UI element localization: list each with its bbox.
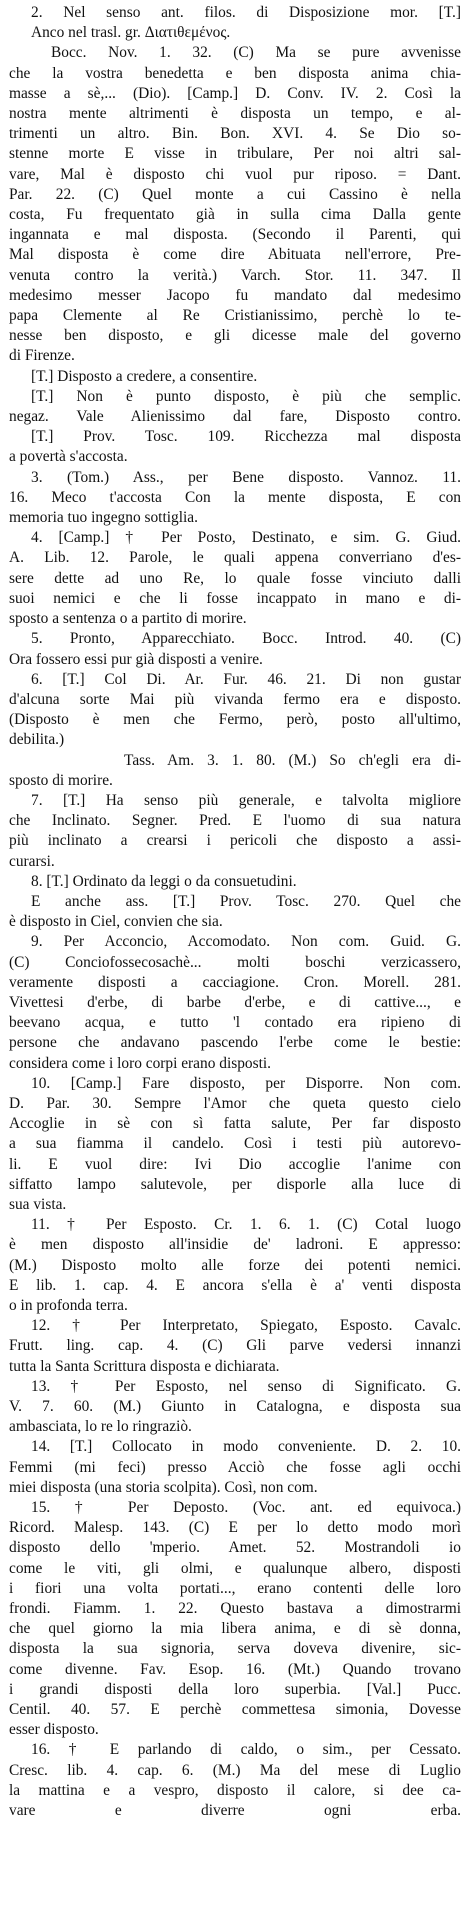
entry-line: è men disposto all'insidie de' ladroni. E appresso: — [9, 1236, 461, 1254]
entry-line: A. Lib. 12. Parole, le quali appena converriano d'es- — [9, 549, 461, 567]
entry-line: 8. [T.] Ordinato da leggi o da consuetudini. — [31, 872, 297, 890]
entry-line: 4. [Camp.] † Per Posto, Destinato, e sim. G. Giud. — [31, 529, 461, 547]
entry-line: che Inclinato. Segner. Pred. E l'uomo di sua natura — [9, 812, 461, 830]
entry-line: Ricord. Malesp. 143. (C) E per lo detto modo morì — [9, 1519, 461, 1537]
entry-line: E lib. 1. cap. 4. E ancora s'ella è a' venti disposta — [9, 1276, 461, 1294]
entry-line: Vivettesi d'erbe, di barbe d'erbe, e di cattive..., e — [9, 993, 461, 1011]
entry-line: 3. (Tom.) Ass., per Bene disposto. Vannoz. 11. — [31, 468, 461, 486]
entry-line: papa Clemente al Re Cristianissimo, perchè lo te- — [9, 307, 461, 325]
entry-line: nesse ben disposto, e gli dicesse male del governo — [9, 327, 461, 345]
entry-line: persone che andavano pascendo l'erbe come le bestie: — [9, 1034, 461, 1052]
entry-line: Frutt. ling. cap. 4. (C) Gli parve vedersi innanzi — [9, 1337, 461, 1355]
entry-line: che la vostra benedetta e ben disposta anima chia- — [9, 64, 461, 82]
entry-line: masse a sè,... (Dio). [Camp.] D. Conv. IV. 2. Così la — [9, 84, 461, 102]
entry-line: ingannata e mal disposta. (Secondo il Parenti, qui — [9, 226, 461, 244]
entry-line: è disposto in Ciel, convien che sia. — [9, 913, 223, 931]
entry-line: a sua fiamma il candelo. Così i testi più autorevo- — [9, 1135, 461, 1153]
entry-line: miei disposta (una storia scolpita). Così, non com. — [9, 1478, 318, 1496]
entry-line: frondi. Fiamm. 1. 22. Questo bastava a dimostrarmi — [9, 1600, 461, 1618]
entry-line: stenne morte E visse in tribulare, Per noi altri sal- — [9, 145, 461, 163]
entry-line: curarsi. — [9, 852, 55, 870]
entry-line: disposta la sua signoria, serva doveva divenire, sic- — [9, 1640, 461, 1658]
entry-line: sere dette ad uno Re, lo quale fosse vinciuto dalli — [9, 569, 461, 587]
entry-line: 14. [T.] Collocato in modo conveniente. D. 2. 10. — [31, 1438, 461, 1456]
entry-line: costa, Fu frequentato già in sulla cima Dalla gente — [9, 206, 461, 224]
entry-line: la mattina e a vespro, disposto il calore, si dee ca- — [9, 1781, 461, 1799]
entry-line: 16. † E parlando di caldo, o sim., per Cessato. — [31, 1741, 461, 1759]
entry-line: 13. † Per Esposto, nel senso di Significato. G. — [31, 1377, 461, 1395]
entry-line: [T.] Non è punto disposto, è più che semplic. — [31, 387, 461, 405]
entry-line: i fiori una volta portati..., erano contenti delle loro — [9, 1579, 461, 1597]
entry-line: o in profonda terra. — [9, 1297, 128, 1314]
entry-line: d'alcuna sorte Mai più vivanda fermo era e disposto. — [9, 690, 461, 708]
entry-line: 10. [Camp.] Fare disposto, per Disporre. Non com. — [31, 1074, 461, 1092]
entry-line: come le viti, gli olmi, e qualunque albero, disposti — [9, 1559, 461, 1577]
entry-line: V. 7. 60. (M.) Giunto in Catalogna, e disposta sua — [9, 1398, 461, 1416]
entry-line: Par. 22. (C) Quel monte a cui Cassino è nella — [9, 185, 461, 203]
entry-line: vare, Mal è disposto chi vuol pur riposo. = Dant. — [9, 165, 461, 183]
entry-line: considera come i loro corpi erano disposti. — [9, 1054, 271, 1072]
entry-line: E anche ass. [T.] Prov. Tosc. 270. Quel che — [31, 892, 461, 910]
entry-line: Anco nel trasl. gr. Διατιθεμένος. — [31, 24, 231, 42]
entry-line: Accoglie in sè con sì fatta salute, Per far disposto — [9, 1115, 461, 1133]
entry-line: siffatto lampo salutevole, per disporle alla luce di — [9, 1175, 461, 1193]
entry-line: 9. Per Acconcio, Accomodato. Non com. Guid. G. — [31, 933, 461, 951]
entry-line: 6. [T.] Col Di. Ar. Fur. 46. 21. Di non gustar — [31, 670, 461, 688]
entry-line: D. Par. 30. Sempre l'Amor che queta questo cielo — [9, 1094, 461, 1112]
entry-line: (C) Conciofossecosachè... molti boschi verzicassero, — [9, 953, 461, 971]
entry-line: (Disposto è men che Fermo, però, posto all'ultimo, — [9, 711, 461, 729]
entry-line: debilita.) — [9, 731, 65, 749]
entry-line: sposto di morire. — [9, 771, 113, 789]
entry-line: i grandi disposti della loro superbia. [Val.] Pucc. — [9, 1680, 461, 1698]
entry-line: Bocc. Nov. 1. 32. (C) Ma se pure avvenisse — [51, 44, 461, 62]
entry-line: disposto dello 'mperio. Amet. 52. Mostrandoli io — [9, 1539, 461, 1557]
entry-line: Mal disposta è come dire Abituata nell'errore, Pre- — [9, 246, 461, 264]
entry-line: vare e diverre ogni erba. — [9, 1802, 461, 1820]
entry-line: beevano acqua, e tutto 'l contado era ripieno di — [9, 1014, 461, 1032]
entry-line: [T.] Disposto a credere, a consentire. — [31, 367, 258, 385]
entry-line: li. E vuol dire: Ivi Dio accoglie l'anime con — [9, 1155, 461, 1173]
entry-line: 12. † Per Interpretato, Spiegato, Esposto. Cavalc. — [31, 1317, 461, 1335]
entry-line: suoi nemici e che li fosse incappato in mano e di- — [9, 589, 461, 607]
entry-line: più inclinato a crearsi i pericoli che disposto a assi- — [9, 832, 461, 850]
entry-line: trimenti un altro. Bin. Bon. XVI. 4. Se Dio so- — [9, 125, 461, 143]
entry-line: Centil. 40. 57. E perchè commettesa simonia, Dovesse — [9, 1701, 461, 1719]
entry-line: Cresc. lib. 4. cap. 6. (M.) Ma del mese di Luglio — [9, 1761, 461, 1779]
entry-line: ambasciata, lo re lo ringraziò. — [9, 1418, 192, 1436]
entry-line: negaz. Vale Alienissimo dal fare, Disposto contro. — [9, 408, 461, 426]
entry-line: come divenne. Fav. Esop. 16. (Mt.) Quando trovano — [9, 1660, 461, 1678]
entry-line: nostra mente altrimenti è disposta un tempo, e al- — [9, 105, 461, 123]
entry-line: sua vista. — [9, 1195, 67, 1213]
entry-line: Tass. Am. 3. 1. 80. (M.) So ch'egli era di- — [124, 751, 461, 769]
entry-line: veramente disposti a cacciagione. Cron. Morell. 281. — [9, 973, 461, 991]
entry-line: che quel giorno la mia libera anima, e di sè donna, — [9, 1620, 461, 1638]
entry-line: Ora fossero essi pur già disposti a venire. — [9, 650, 263, 668]
dictionary-entry-text — [9, 3, 461, 1821]
entry-line: 15. † Per Deposto. (Voc. ant. ed equivoca.) — [31, 1499, 461, 1517]
entry-line: medesimo messer Jacopo fu mandato dal medesimo — [9, 286, 461, 304]
entry-line: a povertà s'accosta. — [9, 448, 128, 466]
entry-line: esser disposto. — [9, 1721, 99, 1739]
entry-line: 11. † Per Esposto. Cr. 1. 6. 1. (C) Cotal luogo — [31, 1216, 461, 1234]
entry-line: [T.] Prov. Tosc. 109. Ricchezza mal disposta — [31, 428, 461, 446]
entry-line: 7. [T.] Ha senso più generale, e talvolta migliore — [31, 791, 461, 809]
entry-line: di Firenze. — [9, 347, 75, 365]
entry-line: 5. Pronto, Apparecchiato. Bocc. Introd. 40. (C) — [31, 630, 461, 648]
entry-line: tutta la Santa Scrittura disposta e dichiarata. — [9, 1357, 280, 1375]
entry-line: 2. Nel senso ant. filos. di Disposizione mor. [T.] — [31, 4, 461, 21]
entry-line: (M.) Disposto molto alle forze dei potenti nemici. — [9, 1256, 461, 1274]
entry-line: Femmi (mi feci) presso Acciò che fosse agli occhi — [9, 1458, 461, 1476]
entry-line: memoria tuo ingegno sottiglia. — [9, 509, 198, 527]
entry-line: sposto a sentenza o a partito di morire. — [9, 610, 247, 628]
entry-line: 16. Meco t'accosta Con la mente disposta, E con — [9, 488, 461, 506]
entry-line: venuta contro la verità.) Varch. Stor. 11. 347. Il — [9, 266, 461, 284]
